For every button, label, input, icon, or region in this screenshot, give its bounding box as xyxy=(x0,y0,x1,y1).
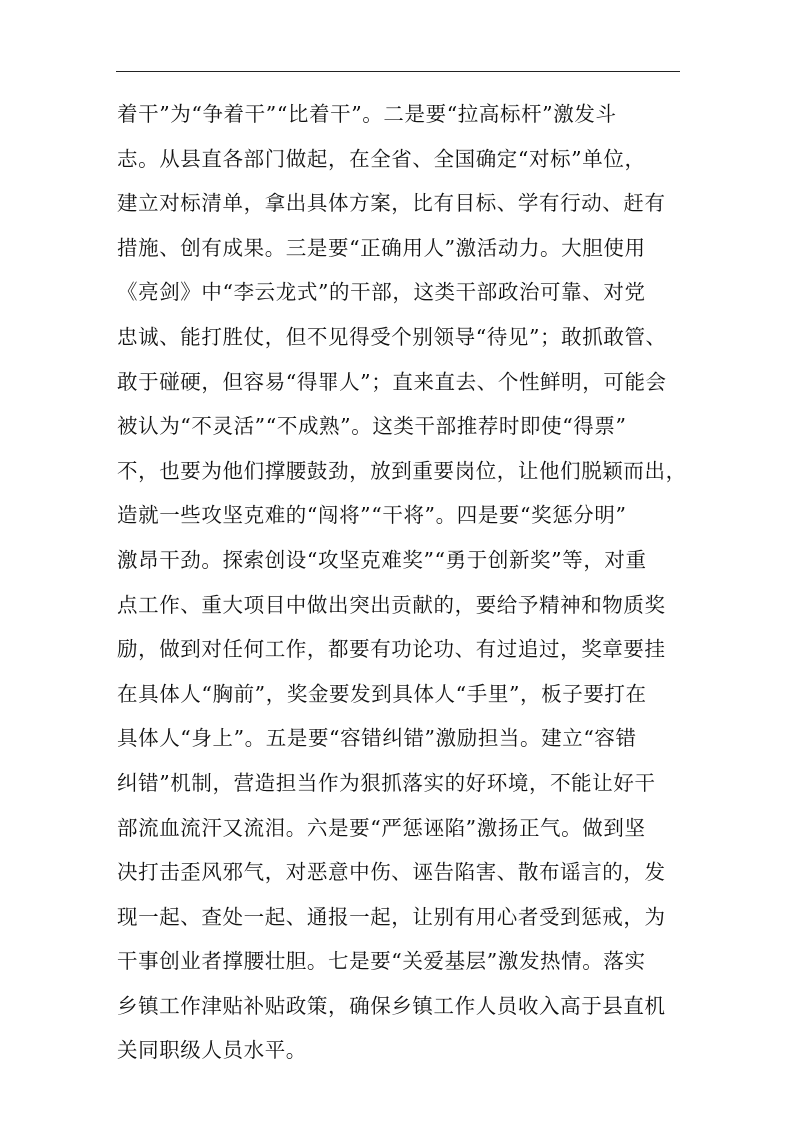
text-line-20: 干事创业者撑腰壮胆。七是要“关爱基层”激发热情。落实 xyxy=(117,949,646,974)
text-line-22: 关同职级人员水平。 xyxy=(117,1038,307,1063)
text-line-17: 部流血流汗又流泪。六是要“严惩诬陷”激扬正气。做到坚 xyxy=(117,815,646,840)
text-line-10: 造就一些攻坚克难的“闯将”“干将”。四是要“奖惩分明” xyxy=(117,503,627,528)
text-line-8: 被认为“不灵活”“不成熟”。这类干部推荐时即使“得票” xyxy=(117,414,627,439)
text-line-18: 决打击歪风邪气，对恶意中伤、诬告陷害、散布谣言的，发 xyxy=(117,860,666,885)
header-rule xyxy=(116,71,680,72)
text-line-3: 建立对标清单，拿出具体方案，比有目标、学有行动、赶有 xyxy=(117,191,666,216)
text-line-5: 《亮剑》中“李云龙式”的干部，这类干部政治可靠、对党 xyxy=(117,280,646,305)
text-line-1: 着干”为“争着干”“比着干”。二是要“拉高标杆”激发斗 xyxy=(117,102,617,126)
text-line-7: 敢于碰硬，但容易“得罪人”；直来直去、个性鲜明，可能会 xyxy=(117,369,667,394)
text-line-2: 志。从县直各部门做起，在全省、全国确定“对标”单位， xyxy=(117,146,646,171)
text-line-13: 励，做到对任何工作，都要有功论功、有过追过，奖章要挂 xyxy=(117,637,666,662)
text-line-15: 具体人“身上”。五是要“容错纠错”激励担当。建立“容错 xyxy=(117,726,637,751)
text-line-4: 措施、创有成果。三是要“正确用人”激活动力。大胆使用 xyxy=(117,235,646,260)
text-line-12: 点工作、重大项目中做出突出贡献的，要给予精神和物质奖 xyxy=(117,592,666,617)
text-line-9: 不，也要为他们撑腰鼓劲，放到重要岗位，让他们脱颖而出， xyxy=(117,458,687,483)
text-line-14: 在具体人“胸前”，奖金要发到具体人“手里”，板子要打在 xyxy=(117,681,647,706)
text-line-11: 激昂干劲。探索创设“攻坚克难奖”“勇于创新奖”等，对重 xyxy=(117,547,647,572)
text-line-6: 忠诚、能打胜仗，但不见得受个别领导“待见”；敢抓敢管、 xyxy=(117,324,667,349)
body-text xyxy=(117,92,697,1073)
text-line-16: 纠错”机制，营造担当作为狠抓落实的好环境，不能让好干 xyxy=(117,770,656,795)
text-line-21: 乡镇工作津贴补贴政策，确保乡镇工作人员收入高于县直机 xyxy=(117,993,666,1018)
text-line-19: 现一起、查处一起、通报一起，让别有用心者受到惩戒，为 xyxy=(117,904,666,929)
